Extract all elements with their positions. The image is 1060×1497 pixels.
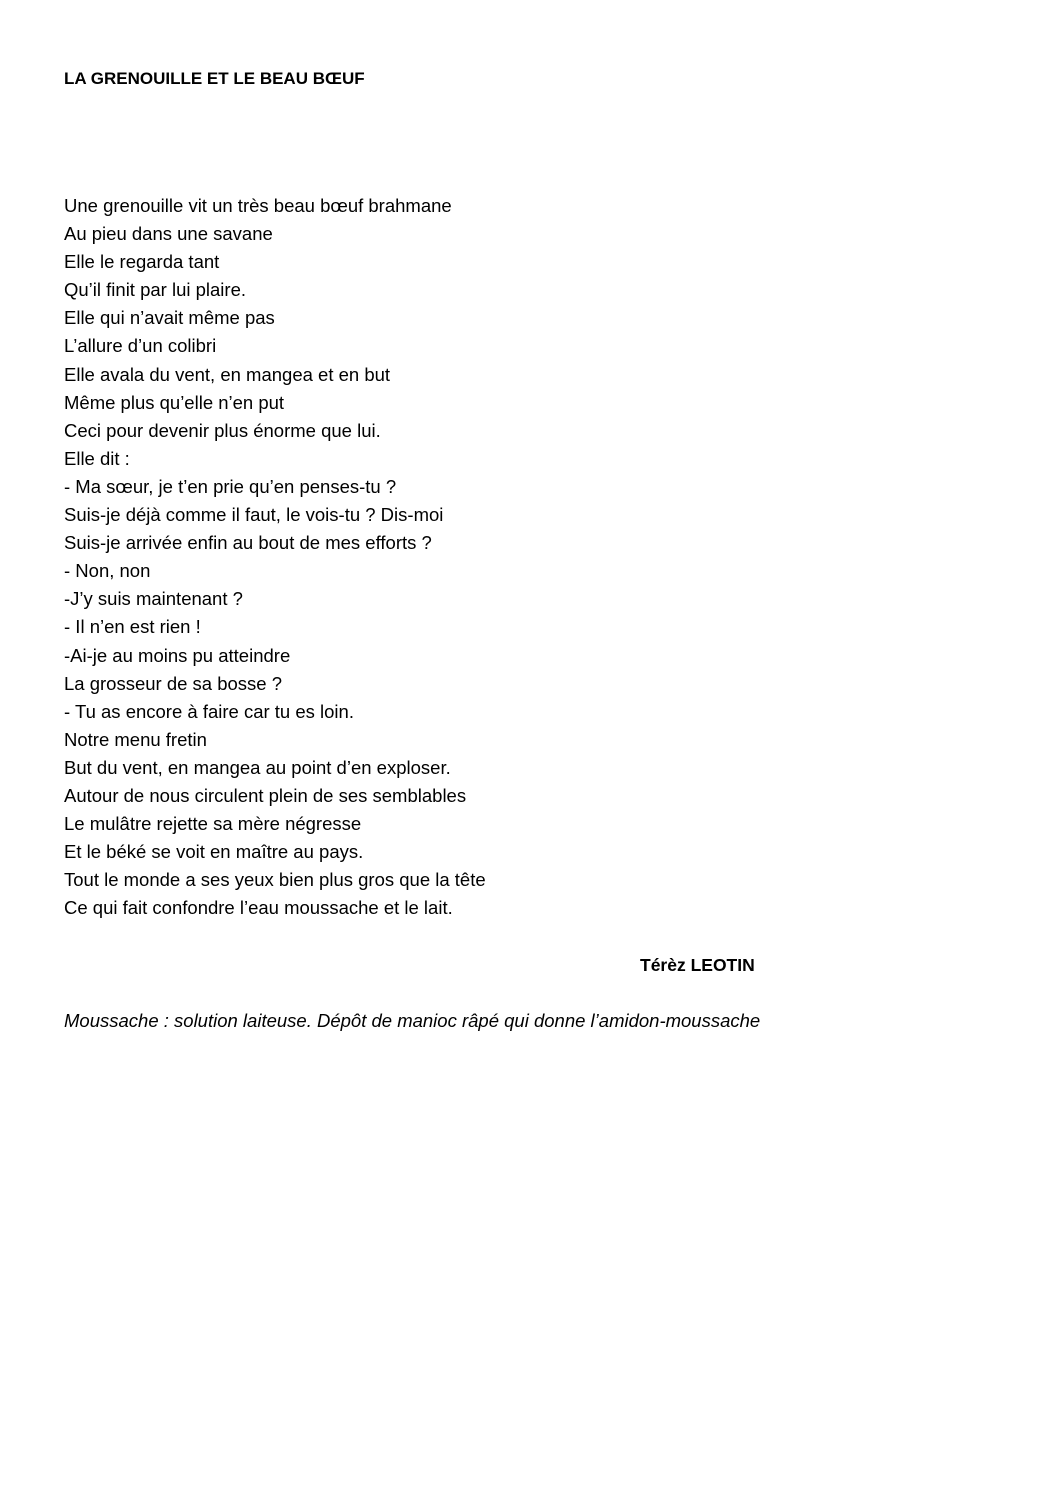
poem-line: -Ai-je au moins pu atteindre [64,644,291,666]
poem-line: Elle le regarda tant [64,251,220,273]
footnote: Moussache : solution laiteuse. Dépôt de manioc râpé qui donne l’amidon-moussache [64,1010,761,1031]
poem-line: Suis-je arrivée enfin au bout de mes efforts ? [64,532,432,554]
poem-title: LA GRENOUILLE ET LE BEAU BŒUF [64,69,365,88]
poem-line: L’allure d’un colibri [64,335,217,357]
poem-line: Une grenouille vit un très beau bœuf brahmane [64,195,452,216]
poem-line: Elle dit : [64,447,130,469]
poem-author: Térèz LEOTIN [640,955,755,975]
poem-line: - Non, non [64,560,151,582]
poem-line: - Il n’en est rien ! [64,616,201,638]
poem-line: Suis-je déjà comme il faut, le vois-tu ? Dis-moi [64,504,444,526]
poem-line: La grosseur de sa bosse ? [64,672,283,694]
poem-line: Elle avala du vent, en mangea et en but [64,363,391,385]
poem-line: - Ma sœur, je t’en prie qu’en penses-tu ? [64,475,397,497]
poem-line: Tout le monde a ses yeux bien plus gros que la tête [64,869,486,891]
poem-line: Le mulâtre rejette sa mère négresse [64,813,362,835]
poem-line: Et le béké se voit en maître au pays. [64,841,364,863]
poem-line: - Tu as encore à faire car tu es loin. [64,700,354,722]
poem-line: -J’y suis maintenant ? [64,588,243,610]
poem-line: Elle qui n’avait même pas [64,307,275,329]
poem-line: Même plus qu’elle n’en put [64,391,285,413]
poem-line: Ce qui fait confondre l’eau moussache et le lait. [64,897,453,919]
poem-line: But du vent, en mangea au point d’en exploser. [64,756,451,778]
poem-line: Au pieu dans une savane [64,223,273,245]
poem-body [64,192,486,922]
poem-line: Notre menu fretin [64,728,207,750]
poem-line: Qu’il finit par lui plaire. [64,279,246,301]
poem-line: Ceci pour devenir plus énorme que lui. [64,419,381,441]
poem-line: Autour de nous circulent plein de ses semblables [64,784,467,806]
